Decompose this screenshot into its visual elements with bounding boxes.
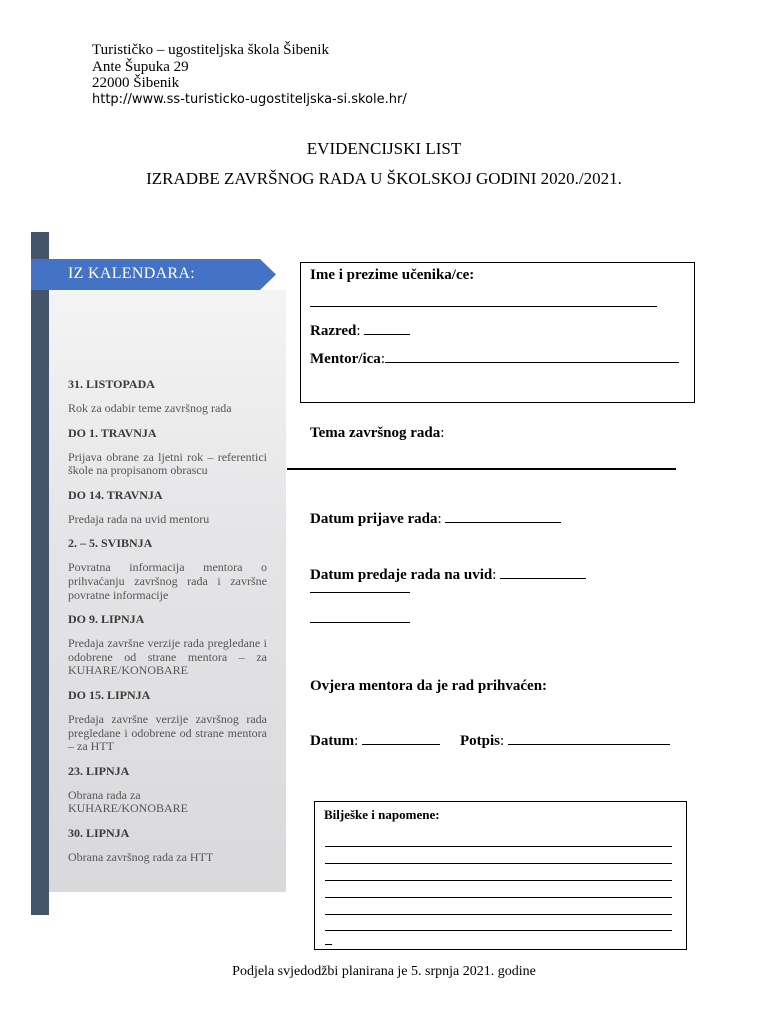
approval-row: Datum: [310,733,440,750]
notes-line[interactable] [325,914,672,915]
calendar-date: 30. LIPNJA [68,825,130,840]
calendar-description: Obrana završnog rada za HTT [68,849,214,864]
topic-row: Tema završnog rada: [310,425,445,441]
notes-line[interactable] [325,897,672,898]
school-address: Ante Šupuka 29 [92,58,189,75]
approval-label: Ovjera mentora da je rad prihvaćen: [310,678,548,694]
calendar-item [68,488,267,527]
class-row: Razred: [310,323,410,340]
school-city: 22000 Šibenik [92,75,180,91]
review-date-extra-line[interactable] [310,592,410,593]
topic-label: Tema završnog rada [310,425,441,441]
review-date-label: Datum predaje rada na uvid [310,567,493,583]
calendar-description: Prijava obrane za ljetni rok – referentici škole na propisanom obrascu [68,449,267,478]
calendar-date: DO 1. TRAVNJA [68,425,157,440]
calendar-item [68,764,267,816]
document-subtitle: IZRADBE ZAVRŠNOG RADA U ŠKOLSKOJ GODINI 2020./2021. [146,169,622,188]
mentor-row: Mentor/ica: [310,351,679,368]
mentor-label: Mentor/ica [310,351,381,367]
submission-date-row: Datum prijave rada: [310,511,561,528]
topic-field[interactable] [287,468,676,470]
notes-line[interactable] [325,880,672,881]
review-date-extra-line[interactable] [310,622,410,623]
submission-date-label: Datum prijave rada [310,511,438,527]
calendar-item [68,826,267,865]
calendar-description: Predaja završne verzije rada pregledane i odobrene od strane mentora – za KUHARE/KONOBARE [68,636,267,678]
student-name-field[interactable] [310,306,657,307]
school-url: http://www.ss-turisticko-ugostiteljska-si.skole.hr/ [92,91,407,107]
calendar-list [68,377,267,875]
notes-line[interactable] [325,863,672,864]
calendar-description: Predaja završne verzije završnog rada pregledane i odobrene od strane mentora – za HTT [68,711,267,754]
signature-row: Potpis: [460,733,670,750]
review-date-field[interactable] [500,578,586,579]
calendar-date: DO 14. TRAVNJA [68,487,163,502]
calendar-date: 31. LISTOPADA [68,377,155,391]
mentor-field[interactable] [385,362,679,363]
sidebar-accent-bar [31,232,49,915]
notes-line[interactable] [325,930,672,931]
calendar-description: Rok za odabir teme završnog rada [68,401,232,415]
footer-note: Podjela svjedodžbi planirana je 5. srpnja 2021. godine [232,964,536,979]
date-label: Datum [310,733,355,749]
calendar-date: DO 15. LIPNJA [68,687,151,702]
calendar-item [68,426,267,478]
calendar-description: Obrana rada za KUHARE/KONOBARE [68,787,188,816]
calendar-description: Predaja rada na uvid mentoru [68,511,210,526]
calendar-item [68,688,267,754]
calendar-item [68,377,267,416]
class-field[interactable] [364,334,410,335]
notes-line[interactable] [325,944,332,945]
class-label: Razred [310,323,357,339]
notes-box [314,801,687,950]
calendar-date: 2. – 5. SVIBNJA [68,536,153,551]
submission-date-field[interactable] [445,522,561,523]
school-name: Turističko – ugostiteljska škola Šibenik [92,42,329,58]
signature-field[interactable] [508,744,670,745]
calendar-date: DO 9. LIPNJA [68,612,145,627]
student-name-label: Ime i prezime učenika/ce: [310,267,475,283]
signature-label: Potpis [460,733,501,749]
calendar-heading: IZ KALENDARA: [68,265,195,282]
school-info [92,42,407,108]
calendar-item [68,612,267,678]
calendar-item [68,536,267,602]
document-title: EVIDENCIJSKI LIST [306,139,462,158]
review-date-row: Datum predaje rada na uvid: [310,567,586,584]
calendar-date: 23. LIPNJA [68,763,130,778]
calendar-description: Povratna informacija mentora o prihvaćanju završnog rada i završne povratne informacije [68,560,267,602]
date-field[interactable] [362,744,440,745]
notes-line[interactable] [325,846,672,847]
notes-label: Bilješke i napomene: [324,807,440,822]
